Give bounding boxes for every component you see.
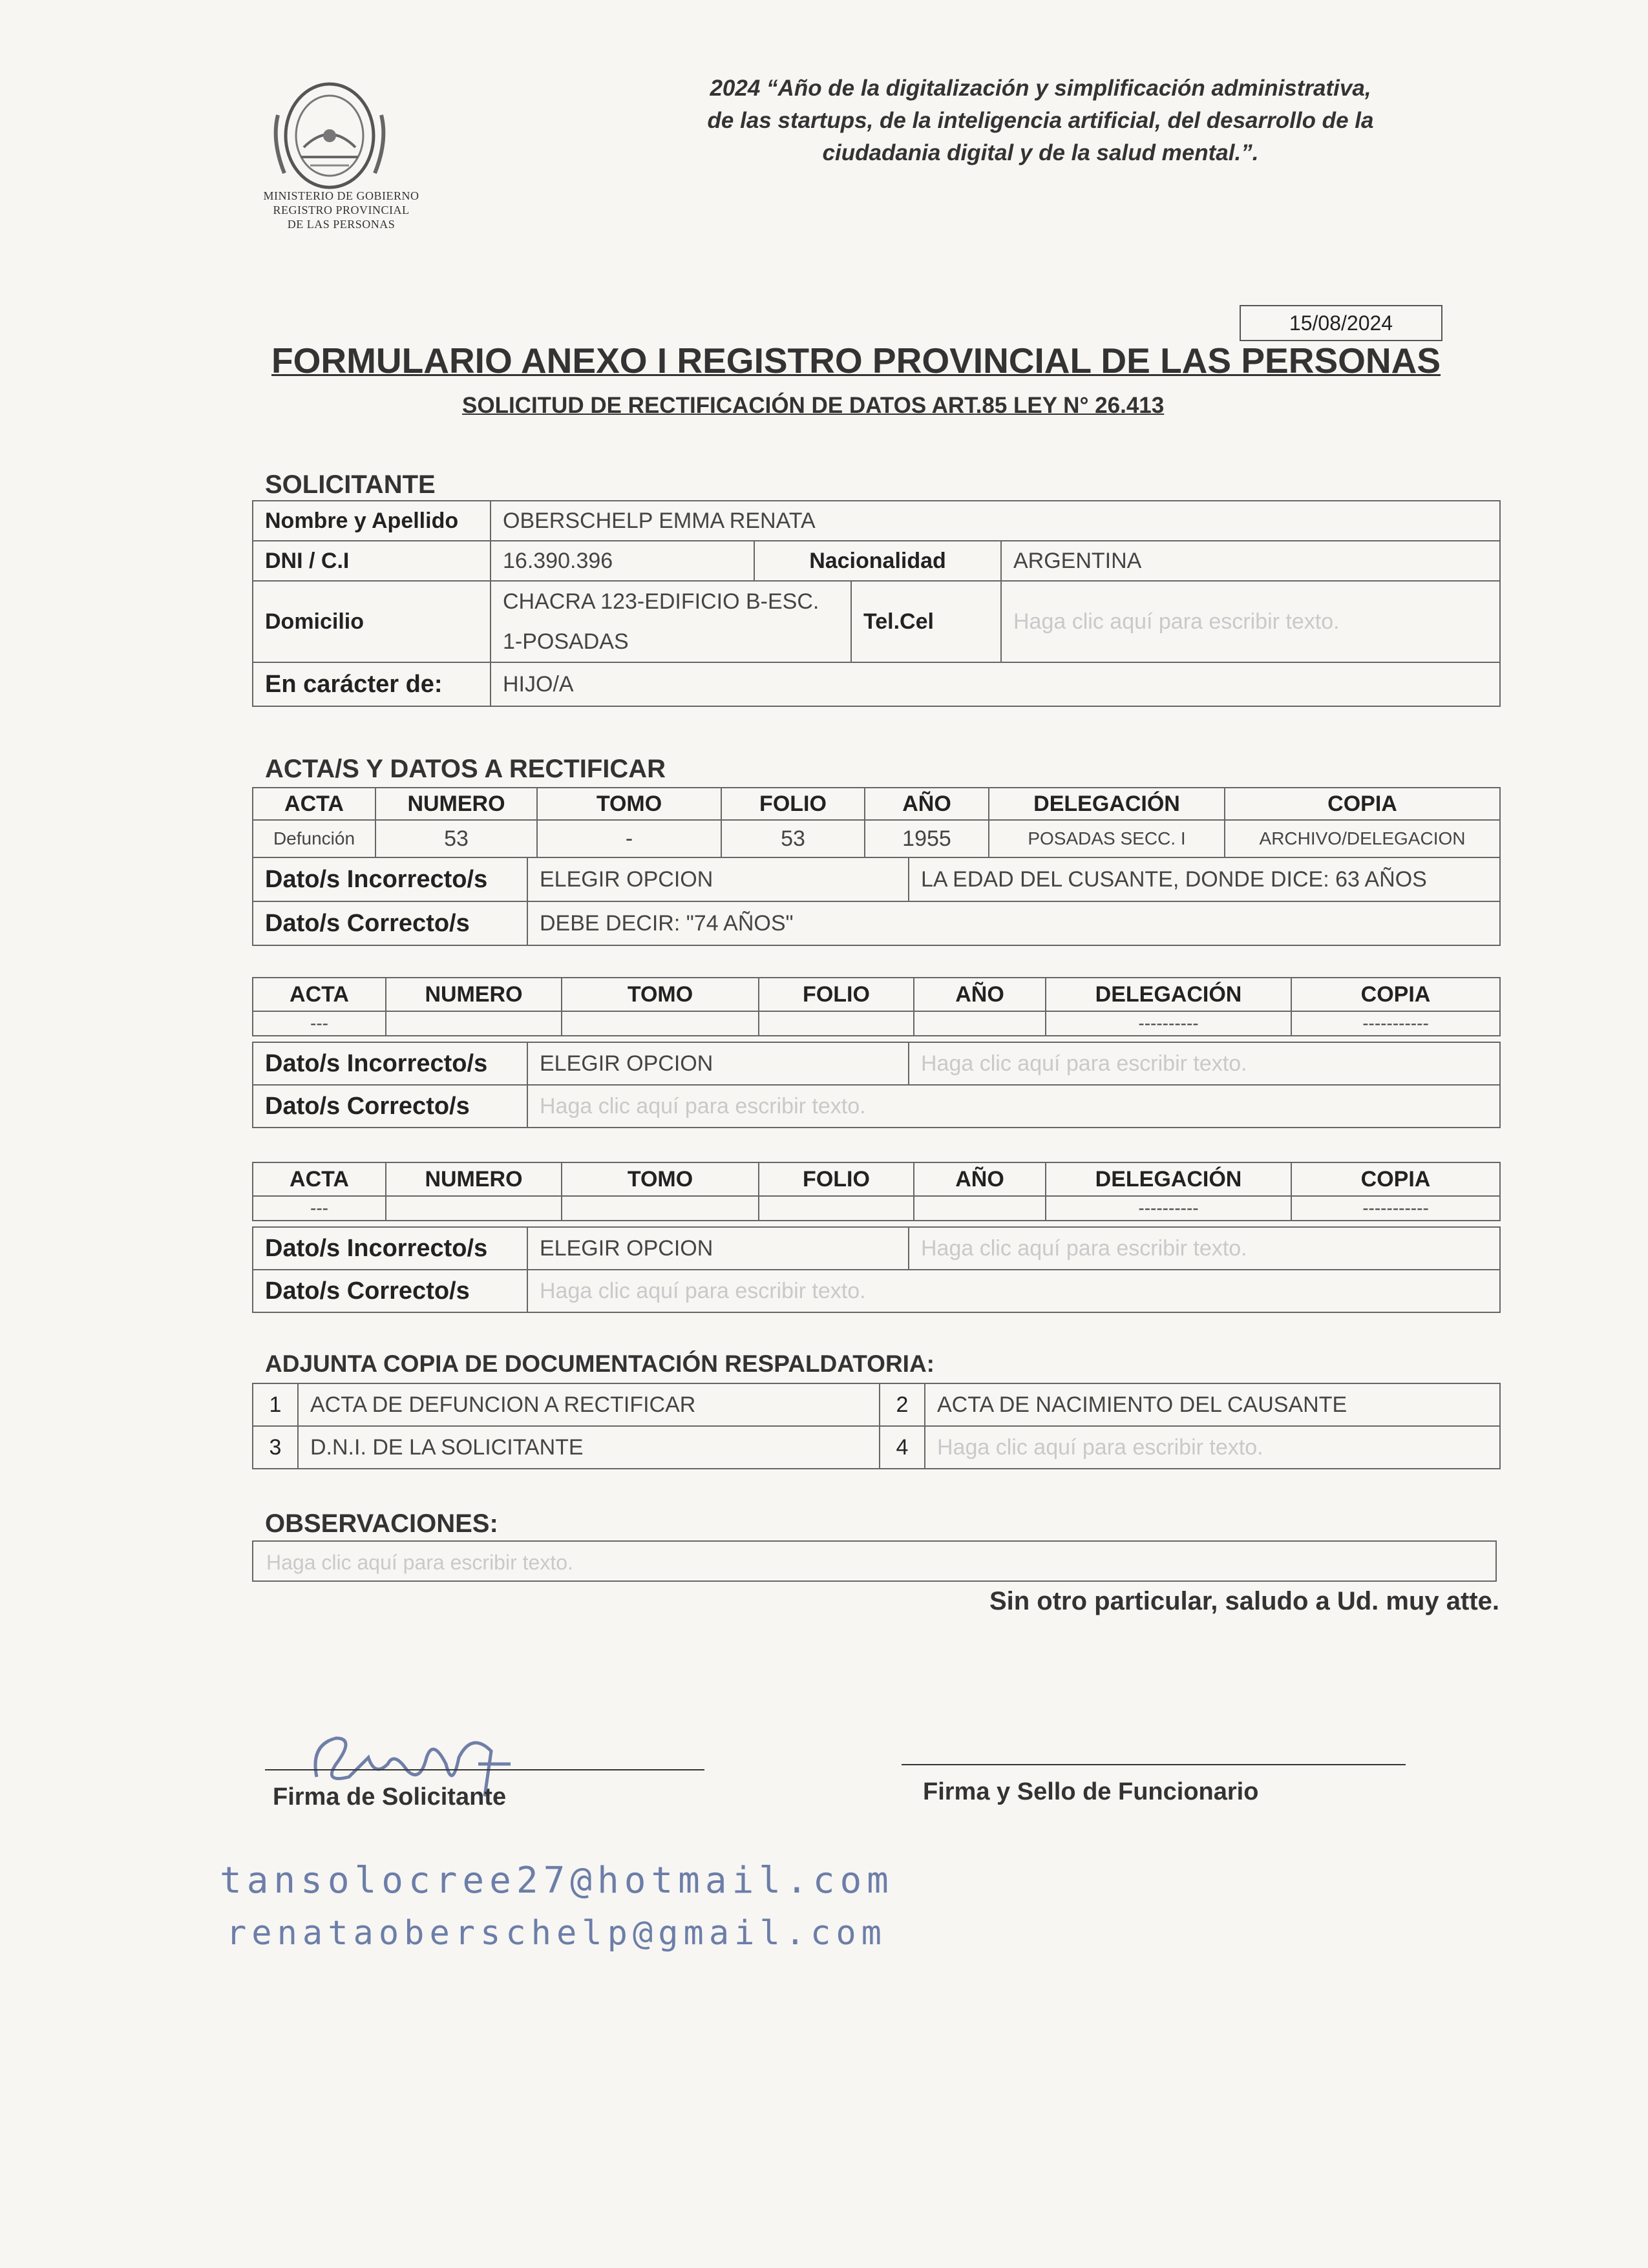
acta-type-select[interactable]: --- bbox=[253, 1196, 386, 1221]
date-field[interactable]: 15/08/2024 bbox=[1240, 305, 1442, 341]
motto-line: de las startups, de la inteligencia artificial, del desarrollo de la bbox=[707, 108, 1374, 133]
domicilio-label: Domicilio bbox=[253, 581, 491, 662]
col-numero: NUMERO bbox=[386, 978, 562, 1011]
col-acta: ACTA bbox=[253, 978, 386, 1011]
tomo-field[interactable]: - bbox=[537, 820, 721, 857]
signature-line-funcionario bbox=[902, 1764, 1406, 1765]
caracter-field[interactable]: HIJO/A bbox=[491, 662, 1500, 706]
dni-label: DNI / C.I bbox=[253, 541, 491, 581]
col-anio: AÑO bbox=[914, 1162, 1046, 1196]
incorrect-field[interactable]: LA EDAD DEL CUSANTE, DONDE DICE: 63 AÑOS bbox=[909, 857, 1500, 901]
correct-label: Dato/s Correcto/s bbox=[253, 1270, 527, 1312]
col-numero: NUMERO bbox=[375, 788, 537, 820]
adjunta-number: 3 bbox=[253, 1426, 298, 1469]
nacionalidad-field[interactable]: ARGENTINA bbox=[1001, 541, 1500, 581]
caracter-label: En carácter de: bbox=[253, 662, 491, 706]
col-tomo: TOMO bbox=[537, 788, 721, 820]
acta-block-3 bbox=[252, 1162, 1501, 1221]
incorrect-field[interactable]: Haga clic aquí para escribir texto. bbox=[909, 1227, 1500, 1270]
firma-solicitante-label: Firma de Solicitante bbox=[273, 1783, 507, 1811]
domicilio-line: 1-POSADAS bbox=[503, 629, 629, 654]
col-folio: FOLIO bbox=[759, 1162, 914, 1196]
incorrect-label: Dato/s Incorrecto/s bbox=[253, 857, 527, 901]
option-select[interactable]: ELEGIR OPCION bbox=[527, 1042, 909, 1085]
observaciones-heading: OBSERVACIONES: bbox=[265, 1509, 498, 1538]
acta-block-2 bbox=[252, 977, 1501, 1036]
adjunta-number: 1 bbox=[253, 1383, 298, 1426]
acta-type-select[interactable]: Defunción bbox=[253, 820, 375, 857]
actas-heading: ACTA/S Y DATOS A RECTIFICAR bbox=[265, 755, 666, 783]
col-acta: ACTA bbox=[253, 1162, 386, 1196]
anio-field[interactable] bbox=[914, 1196, 1046, 1221]
correct-field[interactable]: Haga clic aquí para escribir texto. bbox=[527, 1085, 1500, 1128]
observaciones-field[interactable]: Haga clic aquí para escribir texto. bbox=[252, 1540, 1497, 1582]
closing-text: Sin otro particular, saludo a Ud. muy atte. bbox=[989, 1587, 1499, 1615]
col-delegacion: DELEGACIÓN bbox=[1046, 1162, 1291, 1196]
tel-label: Tel.Cel bbox=[851, 581, 1001, 662]
adjunta-table bbox=[252, 1383, 1501, 1469]
adjunta-heading: ADJUNTA COPIA DE DOCUMENTACIÓN RESPALDATORIA: bbox=[265, 1350, 935, 1377]
option-select[interactable]: ELEGIR OPCION bbox=[527, 1227, 909, 1270]
motto-line: 2024 “Año de la digitalización y simplificación administrativa, bbox=[710, 76, 1371, 101]
acta-block-3-datos bbox=[252, 1226, 1501, 1313]
ministry-label bbox=[231, 189, 451, 231]
tomo-field[interactable] bbox=[562, 1196, 759, 1221]
col-copia: COPIA bbox=[1291, 978, 1500, 1011]
motto-line: ciudadania digital y de la salud mental.”. bbox=[822, 140, 1259, 165]
adjunta-item-field[interactable]: D.N.I. DE LA SOLICITANTE bbox=[298, 1426, 880, 1469]
nombre-field[interactable]: OBERSCHELP EMMA RENATA bbox=[491, 501, 1500, 541]
delegacion-select[interactable]: POSADAS SECC. I bbox=[989, 820, 1225, 857]
incorrect-field[interactable]: Haga clic aquí para escribir texto. bbox=[909, 1042, 1500, 1085]
col-folio: FOLIO bbox=[759, 978, 914, 1011]
anio-field[interactable]: 1955 bbox=[865, 820, 989, 857]
acta-block-1 bbox=[252, 787, 1501, 858]
copia-select[interactable]: ----------- bbox=[1291, 1011, 1500, 1036]
ministry-line: DE LAS PERSONAS bbox=[287, 218, 396, 231]
correct-field[interactable]: Haga clic aquí para escribir texto. bbox=[527, 1270, 1500, 1312]
domicilio-line: CHACRA 123-EDIFICIO B-ESC. bbox=[503, 589, 819, 614]
col-numero: NUMERO bbox=[386, 1162, 562, 1196]
domicilio-field[interactable] bbox=[491, 581, 851, 662]
nacionalidad-label: Nacionalidad bbox=[754, 541, 1001, 581]
col-tomo: TOMO bbox=[562, 978, 759, 1011]
correct-field[interactable]: DEBE DECIR: "74 AÑOS" bbox=[527, 901, 1500, 945]
col-anio: AÑO bbox=[914, 978, 1046, 1011]
folio-field[interactable] bbox=[759, 1011, 914, 1036]
col-acta: ACTA bbox=[253, 788, 375, 820]
acta-block-1-datos bbox=[252, 857, 1501, 946]
nombre-label: Nombre y Apellido bbox=[253, 501, 491, 541]
form-title: FORMULARIO ANEXO I REGISTRO PROVINCIAL DE LAS PERSONAS bbox=[271, 341, 1441, 381]
col-anio: AÑO bbox=[865, 788, 989, 820]
form-subtitle: SOLICITUD DE RECTIFICACIÓN DE DATOS ART.85 LEY N° 26.413 bbox=[462, 393, 1165, 418]
col-tomo: TOMO bbox=[562, 1162, 759, 1196]
correct-label: Dato/s Correcto/s bbox=[253, 1085, 527, 1128]
handwritten-email: tansolocree27@hotmail.com bbox=[220, 1860, 894, 1902]
adjunta-item-field[interactable]: ACTA DE DEFUNCION A RECTIFICAR bbox=[298, 1383, 880, 1426]
col-delegacion: DELEGACIÓN bbox=[1046, 978, 1291, 1011]
folio-field[interactable] bbox=[759, 1196, 914, 1221]
incorrect-label: Dato/s Incorrecto/s bbox=[253, 1042, 527, 1085]
firma-funcionario-label: Firma y Sello de Funcionario bbox=[923, 1778, 1259, 1805]
incorrect-label: Dato/s Incorrecto/s bbox=[253, 1227, 527, 1270]
adjunta-item-field[interactable]: ACTA DE NACIMIENTO DEL CAUSANTE bbox=[925, 1383, 1500, 1426]
adjunta-item-field[interactable]: Haga clic aquí para escribir texto. bbox=[925, 1426, 1500, 1469]
anio-field[interactable] bbox=[914, 1011, 1046, 1036]
ministry-line: MINISTERIO DE GOBIERNO bbox=[263, 189, 419, 202]
tel-field[interactable]: Haga clic aquí para escribir texto. bbox=[1001, 581, 1500, 662]
col-folio: FOLIO bbox=[721, 788, 865, 820]
solicitante-table bbox=[252, 500, 1501, 707]
numero-field[interactable]: 53 bbox=[375, 820, 537, 857]
numero-field[interactable] bbox=[386, 1196, 562, 1221]
acta-block-2-datos bbox=[252, 1042, 1501, 1128]
col-copia: COPIA bbox=[1225, 788, 1500, 820]
adjunta-number: 4 bbox=[880, 1426, 925, 1469]
handwritten-email: renataoberschelp@gmail.com bbox=[226, 1914, 887, 1953]
ministry-line: REGISTRO PROVINCIAL bbox=[273, 204, 410, 216]
delegacion-select[interactable]: ---------- bbox=[1046, 1011, 1291, 1036]
copia-select[interactable]: ARCHIVO/DELEGACION bbox=[1225, 820, 1500, 857]
solicitante-heading: SOLICITANTE bbox=[265, 470, 436, 499]
correct-label: Dato/s Correcto/s bbox=[253, 901, 527, 945]
tomo-field[interactable] bbox=[562, 1011, 759, 1036]
copia-select[interactable]: ----------- bbox=[1291, 1196, 1500, 1221]
province-emblem bbox=[259, 76, 401, 193]
acta-type-select[interactable]: --- bbox=[253, 1011, 386, 1036]
numero-field[interactable] bbox=[386, 1011, 562, 1036]
col-copia: COPIA bbox=[1291, 1162, 1500, 1196]
delegacion-select[interactable]: ---------- bbox=[1046, 1196, 1291, 1221]
col-delegacion: DELEGACIÓN bbox=[989, 788, 1225, 820]
dni-field[interactable]: 16.390.396 bbox=[491, 541, 754, 581]
adjunta-number: 2 bbox=[880, 1383, 925, 1426]
year-motto bbox=[620, 72, 1461, 169]
folio-field[interactable]: 53 bbox=[721, 820, 865, 857]
option-select[interactable]: ELEGIR OPCION bbox=[527, 857, 909, 901]
signature-line-solicitante bbox=[265, 1769, 704, 1770]
